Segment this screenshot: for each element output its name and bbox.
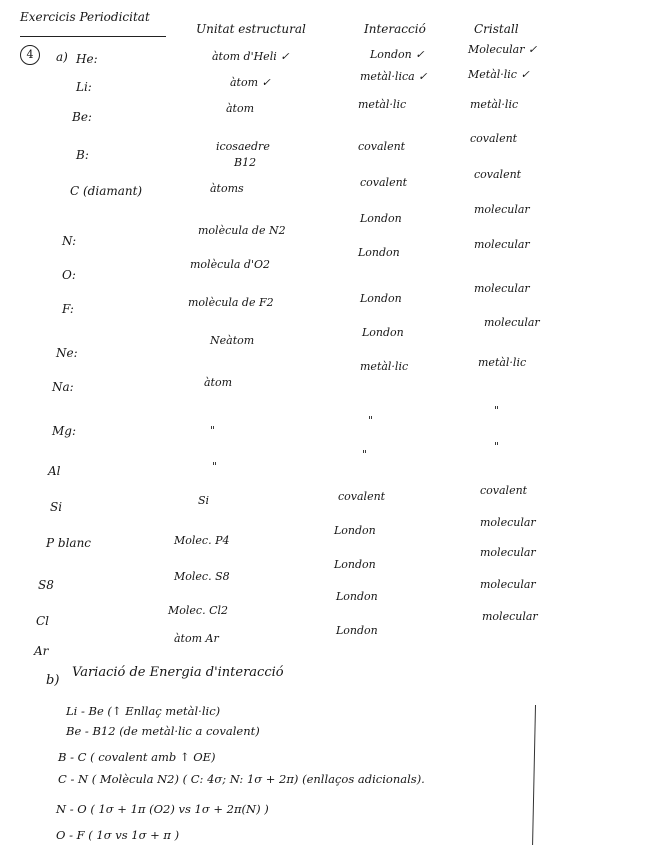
row-unit: Molec. Cl2 [168,604,229,617]
part-a-label: a) [56,50,68,64]
row-crystal: molecular [484,316,540,329]
header-unit: Unitat estructural [196,22,306,36]
row-unit: Neàtom [210,334,255,347]
row-crystal: molecular [474,282,530,295]
row-element: Li: [76,80,92,94]
row-interaction: London [336,624,378,637]
row-unit: àtom [204,376,233,389]
row-unit: molècula d'O2 [190,258,270,271]
row-crystal: molecular [480,516,536,529]
row-crystal: molecular [474,203,530,216]
row-unit: Molec. S8 [174,570,230,583]
row-crystal: covalent [474,168,522,181]
row-unit: Molec. P4 [174,534,230,547]
row-unit: àtom [226,102,255,115]
row-interaction: London [360,292,402,305]
row-element: P blanc [46,536,92,550]
row-interaction: London [358,246,400,259]
row-interaction: London ✓ [370,48,425,61]
part-b-line: B - C ( covalent amb ↑ OE) [58,750,216,764]
row-element: Ne: [56,346,78,360]
part-b-line: Be - B12 (de metàl·lic a covalent) [66,724,260,738]
row-crystal: molecular [480,546,536,559]
row-crystal: Molecular ✓ [468,43,538,56]
part-b-title: Variació de Energia d'interacció [72,665,284,680]
part-b-line: N - O ( 1σ + 1π (O2) vs 1σ + 2π(N) ) [56,802,269,816]
part-b-line: O - F ( 1σ vs 1σ + π ) [56,828,180,842]
part-b-line: Li - Be (↑ Enllaç metàl·lic) [66,704,221,718]
row-crystal: molecular [474,238,530,251]
row-unit: àtoms [210,182,244,195]
row-element: Si [50,500,63,514]
row-element: Cl [36,614,50,628]
row-crystal: covalent [470,132,518,145]
row-interaction: metàl·lic [360,360,409,373]
margin-stroke [532,705,536,845]
row-crystal: molecular [482,610,538,623]
header-interaction: Interacció [364,22,426,36]
row-interaction: metàl·lica ✓ [360,70,428,83]
page-title: Exercicis Periodicitat [20,10,150,24]
row-element: Ar [34,644,49,658]
row-unit: " [212,460,218,473]
header-crystal: Cristall [474,22,519,36]
row-element: N: [62,234,77,248]
row-interaction: London [360,212,402,225]
row-crystal: molecular [480,578,536,591]
row-element: Na: [52,380,74,394]
row-interaction: " [368,414,374,427]
row-crystal: covalent [480,484,528,497]
row-element: Al [48,464,61,478]
part-b-line: C - N ( Molècula N2) ( C: 4σ; N: 1σ + 2π) (enllaços adicionals). [58,772,425,786]
exercise-number: 4 [20,45,40,65]
row-element: Be: [72,110,92,124]
row-element: C (diamant) [70,184,143,198]
row-unit-sub: B12 [234,156,257,169]
row-element: O: [62,268,76,282]
row-unit: àtom ✓ [230,76,271,89]
row-interaction: London [334,524,376,537]
row-element: He: [76,52,98,66]
row-unit: àtom Ar [174,632,219,645]
row-element: B: [76,148,89,162]
row-interaction: " [362,448,368,461]
row-element: F: [62,302,74,316]
row-crystal: Metàl·lic ✓ [468,68,530,81]
row-interaction: covalent [360,176,408,189]
row-element: S8 [38,578,54,592]
row-interaction: London [362,326,404,339]
row-unit: molècula de F2 [188,296,274,309]
row-unit: àtom d'Heli ✓ [212,50,290,63]
part-b-label: b) [46,673,60,688]
row-crystal: " [494,404,500,417]
row-unit: molècula de N2 [198,224,286,237]
row-unit: icosaedre [216,140,270,153]
row-interaction: London [336,590,378,603]
row-interaction: covalent [338,490,386,503]
row-unit: " [210,424,216,437]
row-unit: Si [198,494,210,507]
row-crystal: " [494,440,500,453]
row-interaction: covalent [358,140,406,153]
row-element: Mg: [52,424,77,438]
row-crystal: metàl·lic [478,356,527,369]
title-underline [20,36,166,37]
row-interaction: metàl·lic [358,98,407,111]
row-crystal: metàl·lic [470,98,519,111]
row-interaction: London [334,558,376,571]
